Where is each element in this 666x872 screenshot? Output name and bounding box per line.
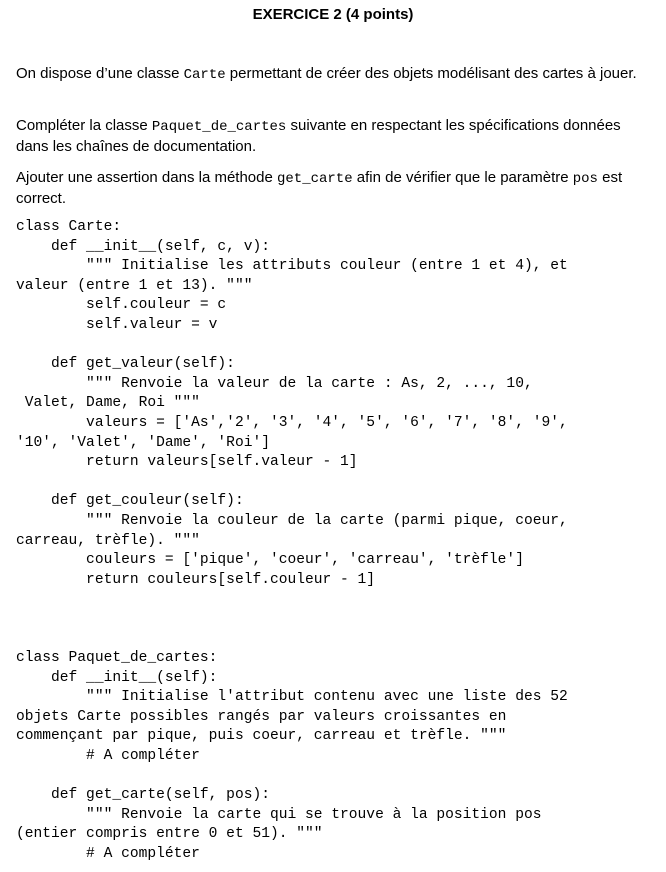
instruction-assert-paragraph: [16, 168, 652, 209]
instruction-text-1: Compléter la classe: [16, 117, 152, 134]
assert-text-1: Ajouter une assertion dans la méthode: [16, 169, 277, 186]
class-name-carte: Carte: [183, 67, 226, 83]
instruction-text-2: suivante en respectant les spécifications données dans les chaînes de documentation.: [16, 117, 621, 155]
class-name-paquet: Paquet_de_cartes: [151, 119, 287, 135]
exercise-title: EXERCICE 2 (4 points): [252, 6, 414, 23]
intro-paragraph: [16, 64, 652, 85]
code-block-paquet: class Paquet_de_cartes: def __init__(self): """ Initialise l'attribut contenu avec une liste des 52 objets Carte possibles rangés par valeurs croissantes en commençant par pique, puis coeur, carreau et trèfle. """ # A compléter def get_carte(self, pos): """ Renvoie la carte qui se trouve à la position pos (entier compris entre 0 et 51). """ # A compléter: [16, 650, 568, 862]
param-name-pos: pos: [572, 171, 598, 187]
assert-text-2: afin de vérifier que le paramètre: [352, 169, 573, 186]
assert-text-3: est correct.: [16, 169, 623, 207]
intro-text-1: On dispose d’une classe: [16, 65, 184, 82]
instruction-complete-paragraph: [16, 116, 652, 157]
intro-text-2: permettant de créer des objets modélisant des cartes à jouer.: [225, 65, 637, 82]
code-block-carte: class Carte: def __init__(self, c, v): """ Initialise les attributs couleur (entre 1 et 4), et valeur (entre 1 et 13). """ self.couleur = c self.valeur = v def get_valeur(self): """ Renvoie la valeur de la carte : As, 2, ..., 10, Valet, Dame, Roi """ valeurs = ['As','2', '3', '4', '5', '6', '7', '8', '9', '10', 'Valet', 'Dame', 'Roi'] return valeurs[self.valeur - 1] def get_couleur(self): """ Renvoie la couleur de la carte (parmi pique, coeur, carreau, trèfle). """ couleurs = ['pique', 'coeur', 'carreau', 'trèfle'] return couleurs[self.couleur - 1]: [16, 219, 568, 588]
method-name-get-carte: get_carte: [277, 171, 353, 187]
